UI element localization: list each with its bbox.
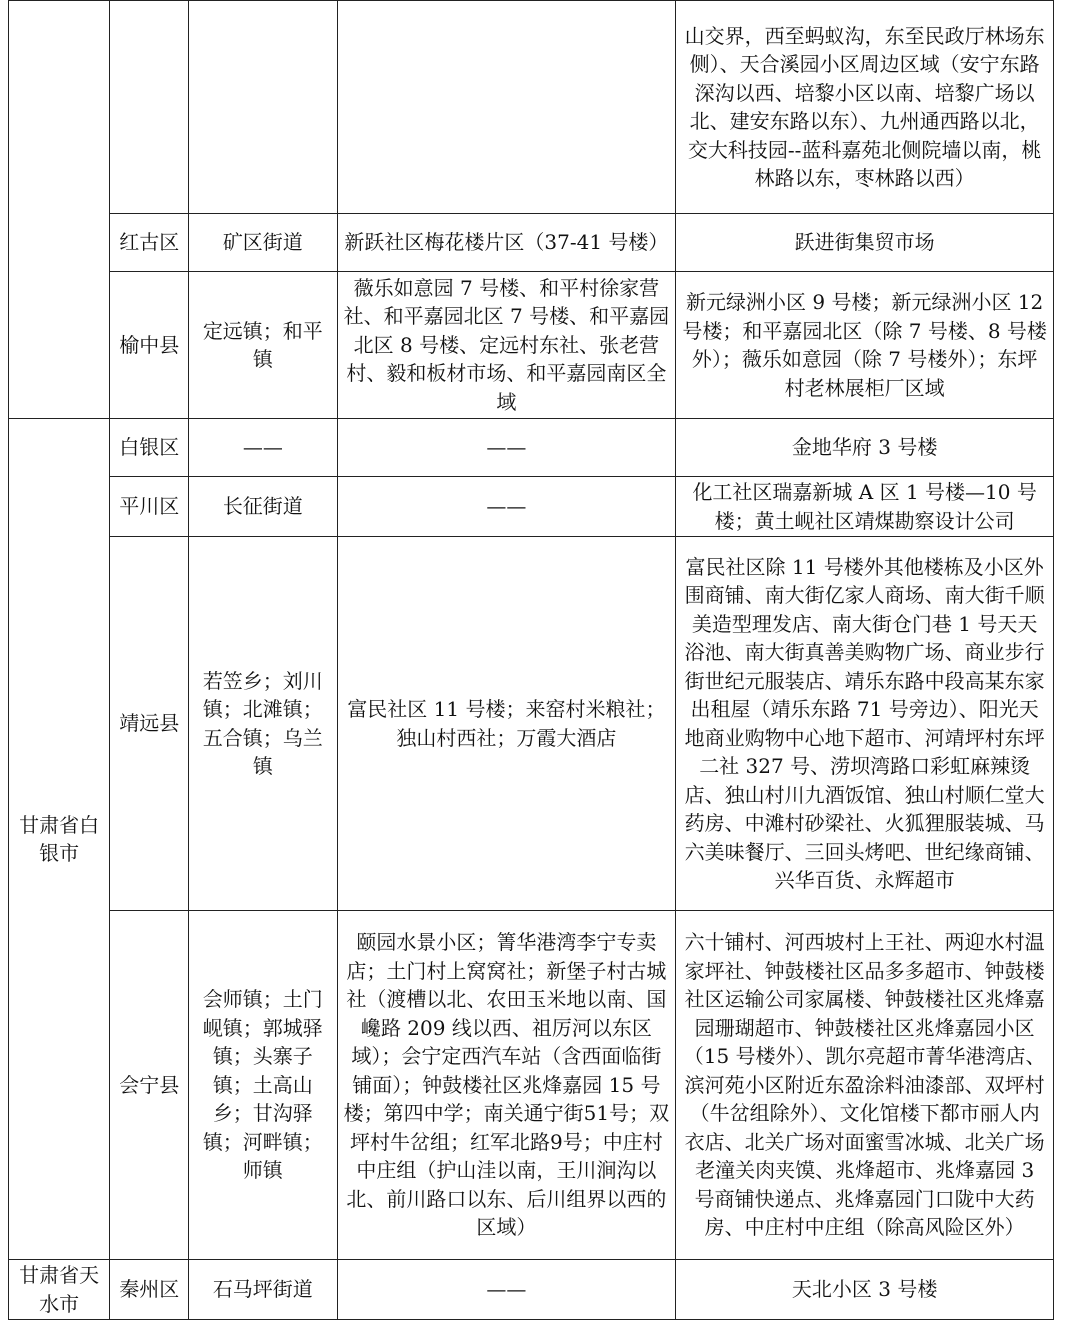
district-cell: 会宁县 bbox=[110, 911, 189, 1260]
table-row bbox=[9, 272, 1054, 419]
table-row bbox=[9, 1260, 1054, 1320]
low-risk-cell: 跃进街集贸市场 bbox=[676, 214, 1054, 272]
district-cell: 平川区 bbox=[110, 477, 189, 537]
low-risk-cell: 金地华府 3 号楼 bbox=[676, 419, 1054, 477]
table-row bbox=[9, 477, 1054, 537]
district-cell: 秦州区 bbox=[110, 1260, 189, 1320]
area-cell: —— bbox=[337, 1260, 676, 1320]
table-row bbox=[9, 214, 1054, 272]
district-cell: 榆中县 bbox=[110, 272, 189, 419]
town-cell: 若笠乡；刘川镇；北滩镇；五合镇；乌兰镇 bbox=[189, 537, 337, 911]
table-row bbox=[9, 419, 1054, 477]
area-cell: 富民社区 11 号楼；来窑村米粮社；独山村西社；万霞大酒店 bbox=[337, 537, 676, 911]
town-cell: 矿区街道 bbox=[189, 214, 337, 272]
area-cell: 新跃社区梅花楼片区（37-41 号楼） bbox=[337, 214, 676, 272]
district-cell: 靖远县 bbox=[110, 537, 189, 911]
area-cell bbox=[337, 1, 676, 214]
low-risk-cell: 富民社区除 11 号楼外其他楼栋及小区外围商铺、南大街亿家人商场、南大街千顺美造型理发店、南大街仓门巷 1 号天天浴池、南大街真善美购物广场、商业步行街世纪元服装店、靖乐东路中段高某东家出租屋（靖乐东路 71 号旁边）、阳光天地商业购物中心地下超市、河靖坪村东坪二社 327 号、涝坝湾路口彩虹麻辣烫店、独山村川九酒饭馆、独山村顺仁堂大药房、中滩村砂梁社、火狐狸服装城、马六美味餐厅、三回头烤吧、世纪缘商铺、兴华百货、永辉超市 bbox=[676, 537, 1054, 911]
low-risk-cell: 山交界，西至蚂蚁沟，东至民政厅林场东侧）、天合溪园小区周边区域（安宁东路深沟以西、培黎小区以南、培黎广场以北、建安东路以东）、九州通西路以北，交大科技园--蓝科嘉苑北侧院墙以南，桃林路以东，枣林路以西） bbox=[676, 1, 1054, 214]
district-cell: 白银区 bbox=[110, 419, 189, 477]
table-row bbox=[9, 911, 1054, 1260]
region-cell: 甘肃省天水市 bbox=[9, 1260, 110, 1320]
risk-area-table bbox=[8, 0, 1054, 1320]
low-risk-cell: 新元绿洲小区 9 号楼；新元绿洲小区 12 号楼；和平嘉园北区（除 7 号楼、8 号楼外）；薇乐如意园（除 7 号楼外）；东坪村老林展柜厂区域 bbox=[676, 272, 1054, 419]
low-risk-cell: 化工社区瑞嘉新城 A 区 1 号楼—10 号楼；黄土岘社区靖煤勘察设计公司 bbox=[676, 477, 1054, 537]
area-cell: —— bbox=[337, 419, 676, 477]
region-cell: 甘肃省白银市 bbox=[9, 419, 110, 1260]
region-cell-continued bbox=[9, 1, 110, 419]
area-cell: 颐园水景小区；箐华港湾李宁专卖店；土门村上窝窝社；新堡子村古城社（渡槽以北、农田玉米地以南、国巉路 209 线以西、祖厉河以东区域）；会宁定西汽车站（含西面临街铺面）；钟鼓楼社区兆烽嘉园 15 号楼；第四中学；南关通宁街51号；双坪村牛岔组；红军北路9号；中庄村中庄组（护山洼以南，王川涧沟以北、前川路口以东、后川组界以西的区域） bbox=[337, 911, 676, 1260]
town-cell: 石马坪街道 bbox=[189, 1260, 337, 1320]
town-cell: 长征街道 bbox=[189, 477, 337, 537]
town-cell bbox=[189, 1, 337, 214]
low-risk-cell: 天北小区 3 号楼 bbox=[676, 1260, 1054, 1320]
town-cell: —— bbox=[189, 419, 337, 477]
area-cell: —— bbox=[337, 477, 676, 537]
table-row bbox=[9, 1, 1054, 214]
district-cell: 红古区 bbox=[110, 214, 189, 272]
district-cell bbox=[110, 1, 189, 214]
area-cell: 薇乐如意园 7 号楼、和平村徐家营社、和平嘉园北区 7 号楼、和平嘉园北区 8 号楼、定远村东社、张老营村、毅和板材市场、和平嘉园南区全域 bbox=[337, 272, 676, 419]
table-row bbox=[9, 537, 1054, 911]
low-risk-cell: 六十铺村、河西坡村上王社、两迎水村温家坪社、钟鼓楼社区品多多超市、钟鼓楼社区运输公司家属楼、钟鼓楼社区兆烽嘉园珊瑚超市、钟鼓楼社区兆烽嘉园小区（15 号楼外）、凯尔亮超市菁华港湾店、滨河苑小区附近东盈涂料油漆部、双坪村（牛岔组除外）、文化馆楼下都市丽人内衣店、北关广场对面蜜雪冰城、北关广场老潼关肉夹馍、兆烽超市、兆烽嘉园 3 号商铺快递点、兆烽嘉园门口陇中大药房、中庄村中庄组（除高风险区外） bbox=[676, 911, 1054, 1260]
town-cell: 定远镇；和平镇 bbox=[189, 272, 337, 419]
town-cell: 会师镇；土门岘镇；郭城驿镇；头寨子镇；土高山乡；甘沟驿镇；河畔镇；师镇 bbox=[189, 911, 337, 1260]
